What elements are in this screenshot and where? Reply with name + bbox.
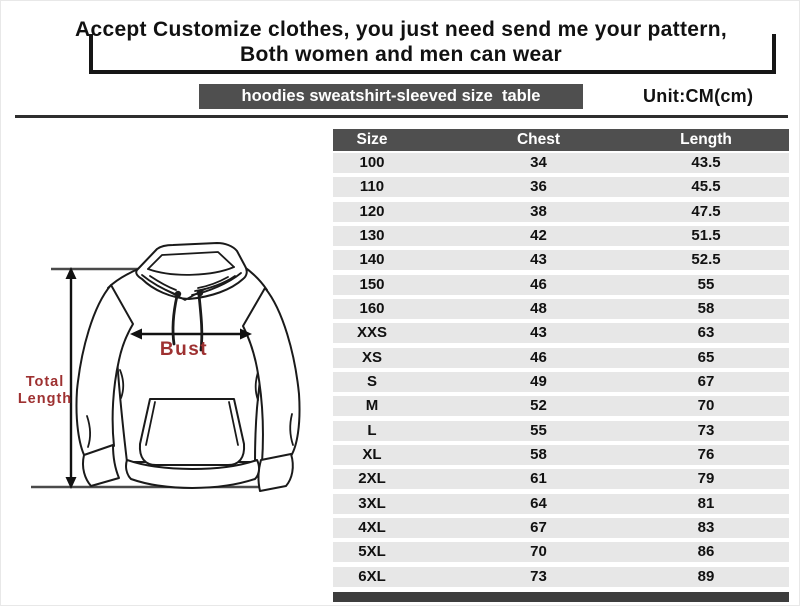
- table-cell: 52: [530, 397, 547, 415]
- total-length-label-line2: Length: [17, 391, 73, 407]
- table-cell: 6XL: [358, 567, 386, 585]
- table-cell: 58: [530, 445, 547, 463]
- table-row: [333, 372, 789, 392]
- table-row: [333, 445, 789, 465]
- table-cell: 42: [530, 226, 547, 244]
- table-cell: 83: [697, 518, 715, 536]
- table-row: [333, 250, 789, 270]
- table-cell: 120: [359, 202, 385, 220]
- table-cell: 67: [530, 518, 547, 536]
- size-table-body: [333, 151, 789, 587]
- table-cell: 76: [697, 445, 715, 463]
- table-cell: 55: [697, 275, 715, 293]
- table-cell: 46: [530, 348, 547, 366]
- table-cell: 34: [530, 154, 547, 171]
- table-cell: 130: [359, 226, 385, 244]
- table-cell: 140: [359, 251, 385, 269]
- table-cell: XXS: [356, 324, 387, 342]
- table-row: [333, 226, 789, 246]
- table-row: [333, 567, 789, 587]
- table-cell: 45.5: [691, 178, 721, 196]
- table-cell: 51.5: [691, 226, 721, 244]
- size-table: [333, 129, 789, 591]
- table-title-banner: hoodies sweatshirt-sleeved size table: [199, 84, 583, 109]
- table-row: [333, 202, 789, 222]
- table-cell: 67: [697, 372, 715, 390]
- table-cell: 100: [359, 154, 385, 171]
- header-note-border: [89, 34, 776, 74]
- column-header-size: Size: [356, 131, 388, 148]
- right-cuff: [258, 454, 292, 491]
- table-footer-bar: [333, 592, 789, 602]
- table-header-row: [333, 129, 789, 151]
- table-row: [333, 348, 789, 368]
- kangaroo-pocket: [140, 399, 244, 465]
- hoodie-drawing: [76, 243, 299, 491]
- table-cell: 43: [530, 324, 547, 342]
- table-cell: 79: [697, 470, 715, 488]
- table-cell: 64: [530, 494, 547, 512]
- hoodie-measure-diagram: [1, 118, 336, 606]
- table-cell: 2XL: [358, 470, 386, 488]
- table-cell: 70: [697, 397, 715, 415]
- table-cell: 55: [530, 421, 547, 439]
- table-cell: 61: [530, 470, 547, 488]
- table-cell: 73: [697, 421, 715, 439]
- table-cell: 38: [530, 202, 547, 220]
- table-cell: 43.5: [691, 154, 721, 171]
- table-cell: 3XL: [358, 494, 386, 512]
- table-row: [333, 153, 789, 173]
- table-row: [333, 323, 789, 343]
- table-cell: 73: [530, 567, 547, 585]
- table-cell: 36: [530, 178, 547, 196]
- table-row: [333, 396, 789, 416]
- table-cell: 70: [530, 543, 547, 561]
- table-cell: 46: [530, 275, 547, 293]
- table-cell: 47.5: [691, 202, 721, 220]
- table-row: [333, 518, 789, 538]
- table-cell: XL: [362, 445, 382, 463]
- table-row: [333, 421, 789, 441]
- table-cell: 5XL: [358, 543, 386, 561]
- table-row: [333, 542, 789, 562]
- total-length-label-line1: Total: [25, 374, 65, 390]
- table-cell: 150: [359, 275, 385, 293]
- table-cell: 81: [697, 494, 715, 512]
- table-cell: 63: [697, 324, 715, 342]
- table-cell: 43: [530, 251, 547, 269]
- column-header-length: Length: [680, 131, 732, 148]
- table-cell: 65: [697, 348, 715, 366]
- table-cell: 86: [697, 543, 715, 561]
- table-cell: M: [365, 397, 379, 415]
- table-cell: 48: [530, 299, 547, 317]
- table-cell: 160: [359, 299, 385, 317]
- table-cell: 89: [697, 567, 715, 585]
- table-row: [333, 469, 789, 489]
- table-cell: S: [366, 372, 377, 390]
- table-cell: 4XL: [358, 518, 386, 536]
- table-row: [333, 299, 789, 319]
- table-row: [333, 275, 789, 295]
- unit-label: Unit:CM(cm): [643, 86, 754, 106]
- table-cell: 58: [697, 299, 715, 317]
- table-cell: 110: [359, 178, 385, 196]
- table-row: [333, 494, 789, 514]
- table-cell: 52.5: [691, 251, 721, 269]
- column-header-chest: Chest: [516, 131, 561, 148]
- table-cell: XS: [361, 348, 382, 366]
- table-row: [333, 177, 789, 197]
- table-cell: L: [367, 421, 377, 439]
- header-note-line2: Both women and men can wear: [240, 43, 562, 66]
- bust-label: Bust: [159, 339, 209, 360]
- table-cell: 49: [530, 372, 547, 390]
- header-note-line1: Accept Customize clothes, you just need send me your pattern,: [75, 18, 727, 41]
